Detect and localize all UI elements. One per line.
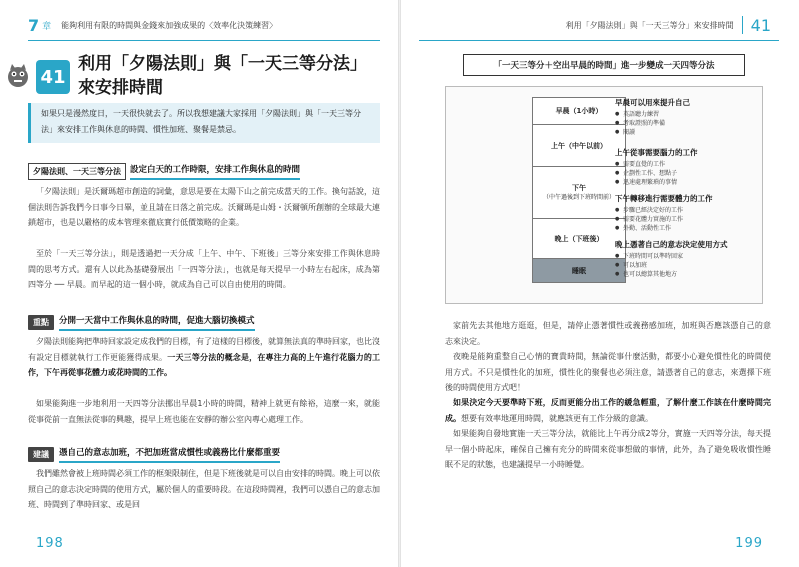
diagram-title: 「一天三等分＋空出早晨的時間」進一步變成一天四等分法 xyxy=(463,54,745,76)
desc-afternoon-title: 下午轉移進行需要體力的工作 xyxy=(615,194,713,203)
intro-box: 如果只是漫然度日，一天很快就去了。所以我想建議大家採用「夕陽法則」與「一天三等分法」來安排工作與休息的時間、慣性加班、聚餐是禁忌。 xyxy=(28,103,380,143)
section-number-top: 41 xyxy=(750,15,771,35)
chapter-word: 章 xyxy=(42,21,52,32)
right-header-text: 利用「夕陽法則」與「一天三等分」來安排時間 xyxy=(565,20,734,30)
segment-afternoon xyxy=(532,167,626,219)
section-tag-3: 建議 xyxy=(28,447,54,462)
right-paragraph-3 xyxy=(445,395,771,426)
section-tag-1: 夕陽法則、一天三等分法 xyxy=(28,163,126,180)
paragraph-3-bold: 一天三等分法的概念是，在專注力高的上午進行花腦力的工作，下午再從事花體力或花時間的工作。 xyxy=(28,352,381,377)
paragraph-3 xyxy=(28,334,380,381)
mascot-icon xyxy=(6,62,30,88)
desc-morning-item: ● 英語聽力練習 xyxy=(615,110,690,119)
right-paragraph-3-text: 想要有效率地運用時間，就應該更有工作分級的意識。 xyxy=(461,413,653,423)
left-running-header xyxy=(28,14,277,36)
desc-forenoon-title: 上午從事需要腦力的工作 xyxy=(615,148,698,157)
desc-afternoon xyxy=(615,193,713,233)
section-heading-3-text: 憑自己的意志加班，不把加班當成慣性或義務比什麼都重要 xyxy=(59,446,280,463)
page-title: 利用「夕陽法則」與「一天三等分法」來安排時間 xyxy=(78,54,367,98)
section-heading-2-text: 分開一天當中工作與休息的時間，促進大腦切換模式 xyxy=(59,314,255,331)
segment-evening xyxy=(532,219,626,259)
desc-morning-item: ● 閱讀 xyxy=(615,128,690,137)
paragraph-3-text: 夕陽法則能夠把準時回家設定成我們的目標，有了這樣的目標後，就算無法真的準時回家，也比沒有設定目標就執行工作更能獲得成果。 xyxy=(28,337,380,362)
segment-morning-label: 早晨（1小時） xyxy=(555,107,603,115)
paragraph-1: 「夕陽法則」是沃爾瑪超市創造的詞彙，意思是要在太陽下山之前完成當天的工作。換句話說，這個法則告訴我們今日事今日畢，並且請在日落之前完成。沃爾瑪是山姆・沃爾頓所創辦的全球最大連鎖超市，也是以嚴格的成本管理來徹底實行低價策略的企業。 xyxy=(28,187,380,227)
right-paragraph-4: 如果能夠自發地實施一天三等分法，就能比上午再分成2等分，實施一天四等分法，每天提早一個小時起床，確保自己擁有充分的時間來從事想做的事情，此外，為了避免吸收慣性睡眠不足的狀態，也建議提早一小時睡覺。 xyxy=(445,429,771,469)
segment-evening-label: 晚上（下班後） xyxy=(554,234,604,243)
desc-evening-item: ● 可以加班 xyxy=(615,261,728,270)
segment-afternoon-label: 下午 xyxy=(572,183,586,192)
right-running-header xyxy=(566,14,771,36)
paragraph-5: 我們雖然會被上班時間必須工作的框架限制住，但是下班後就是可以自由安排的時間。晚上可以依照自己的意志決定時間的使用方式，屬於個人的重要時段。在這段時間裡，我們可以憑自己的意志加班、時間到了準時回家、或是回 xyxy=(28,469,380,509)
day-division-bar xyxy=(532,97,626,283)
segment-afternoon-sub: （中午過後到下班時間前） xyxy=(542,193,615,201)
desc-forenoon xyxy=(615,147,698,187)
section-heading-1 xyxy=(28,163,300,180)
desc-evening-item: ● 也可以總算其他地方 xyxy=(615,270,728,279)
desc-evening-title: 晚上憑著自己的意志決定使用方式 xyxy=(615,240,728,249)
page-number-right: 199 xyxy=(735,536,763,551)
desc-afternoon-item: ● 外勤、活動性工作 xyxy=(615,224,713,233)
right-page xyxy=(401,0,799,567)
desc-morning xyxy=(615,97,690,137)
desc-evening-item: ● 下班時間可以準時回家 xyxy=(615,252,728,261)
chapter-number: 7 xyxy=(28,15,40,35)
left-header-rule xyxy=(28,40,380,41)
desc-afternoon-item: ● 需要花體力實施的工作 xyxy=(615,215,713,224)
right-paragraph-2: 夜晚是能夠重整自己心情的寶貴時間，無論從事什麼活動，都要小心避免慣性化的時間使用方式。不只是慣性化的加班，慣性化的聚餐也必須注意，請憑著自己的意志，來選擇下班後的時間使用方式吧！ xyxy=(445,352,771,392)
diagram xyxy=(445,86,763,304)
segment-forenoon xyxy=(532,125,626,167)
section-heading-2 xyxy=(28,314,255,331)
desc-morning-title: 早晨可以用來提升自己 xyxy=(615,98,690,107)
desc-forenoon-item: ● 迅速處理繁瑣的事情 xyxy=(615,178,698,187)
section-heading-1-text: 設定白天的工作時限，安排工作與休息的時間 xyxy=(130,163,300,180)
right-paragraph-3-bold: 如果決定今天要準時下班，反而更能分出工作的緩急輕重，了解什麼工作該在什麼時間完成。 xyxy=(445,398,771,423)
paragraph-4: 如果能夠進一步地利用一天四等分法挪出早晨1小時的時間，精神上就更有餘裕，這麼一來，就能從事從前一直無法從事的興趣，提早上班也能在安靜的辦公室內專心處理工作。 xyxy=(28,399,380,424)
page-number-left: 198 xyxy=(36,536,64,551)
segment-morning xyxy=(532,97,626,125)
segment-sleep-label: 睡眠 xyxy=(572,266,586,275)
desc-forenoon-item: ● 企劃性工作、想點子 xyxy=(615,169,698,178)
section-heading-3 xyxy=(28,446,280,463)
desc-forenoon-item: ● 需要直覺的工作 xyxy=(615,160,698,169)
section-badge: 41 xyxy=(36,60,70,94)
left-header-text: 能夠利用有限的時間與金錢來加強成果的〈效率化決策練習〉 xyxy=(61,20,278,30)
section-tag-2: 重點 xyxy=(28,315,54,330)
segment-sleep xyxy=(532,259,626,283)
segment-forenoon-label: 上午（中午以前） xyxy=(551,141,607,150)
paragraph-2: 至於「一天三等分法」，則是透過把一天分成「上午、中午、下班後」三等分來安排工作與休息時間的思考方式。還有人以此為基礎發展出「一四等分法」，也就是每天提早一小時左右起床，成為第四等分 ── 早晨。而早起的這一個小時，就成為自己可以自由使用的時間。 xyxy=(28,249,380,289)
desc-evening xyxy=(615,239,728,279)
left-page xyxy=(0,0,398,567)
desc-morning-item: ● 考取證照的準備 xyxy=(615,119,690,128)
header-separator xyxy=(742,16,743,34)
desc-afternoon-item: ● 步驟已經決定好的工作 xyxy=(615,206,713,215)
right-paragraph-1: 家前先去其他地方逛逛，但是，請停止憑著慣性或義務感加班，加班與否應該憑自己的意志來決定。 xyxy=(445,321,771,346)
right-header-rule xyxy=(419,40,779,41)
